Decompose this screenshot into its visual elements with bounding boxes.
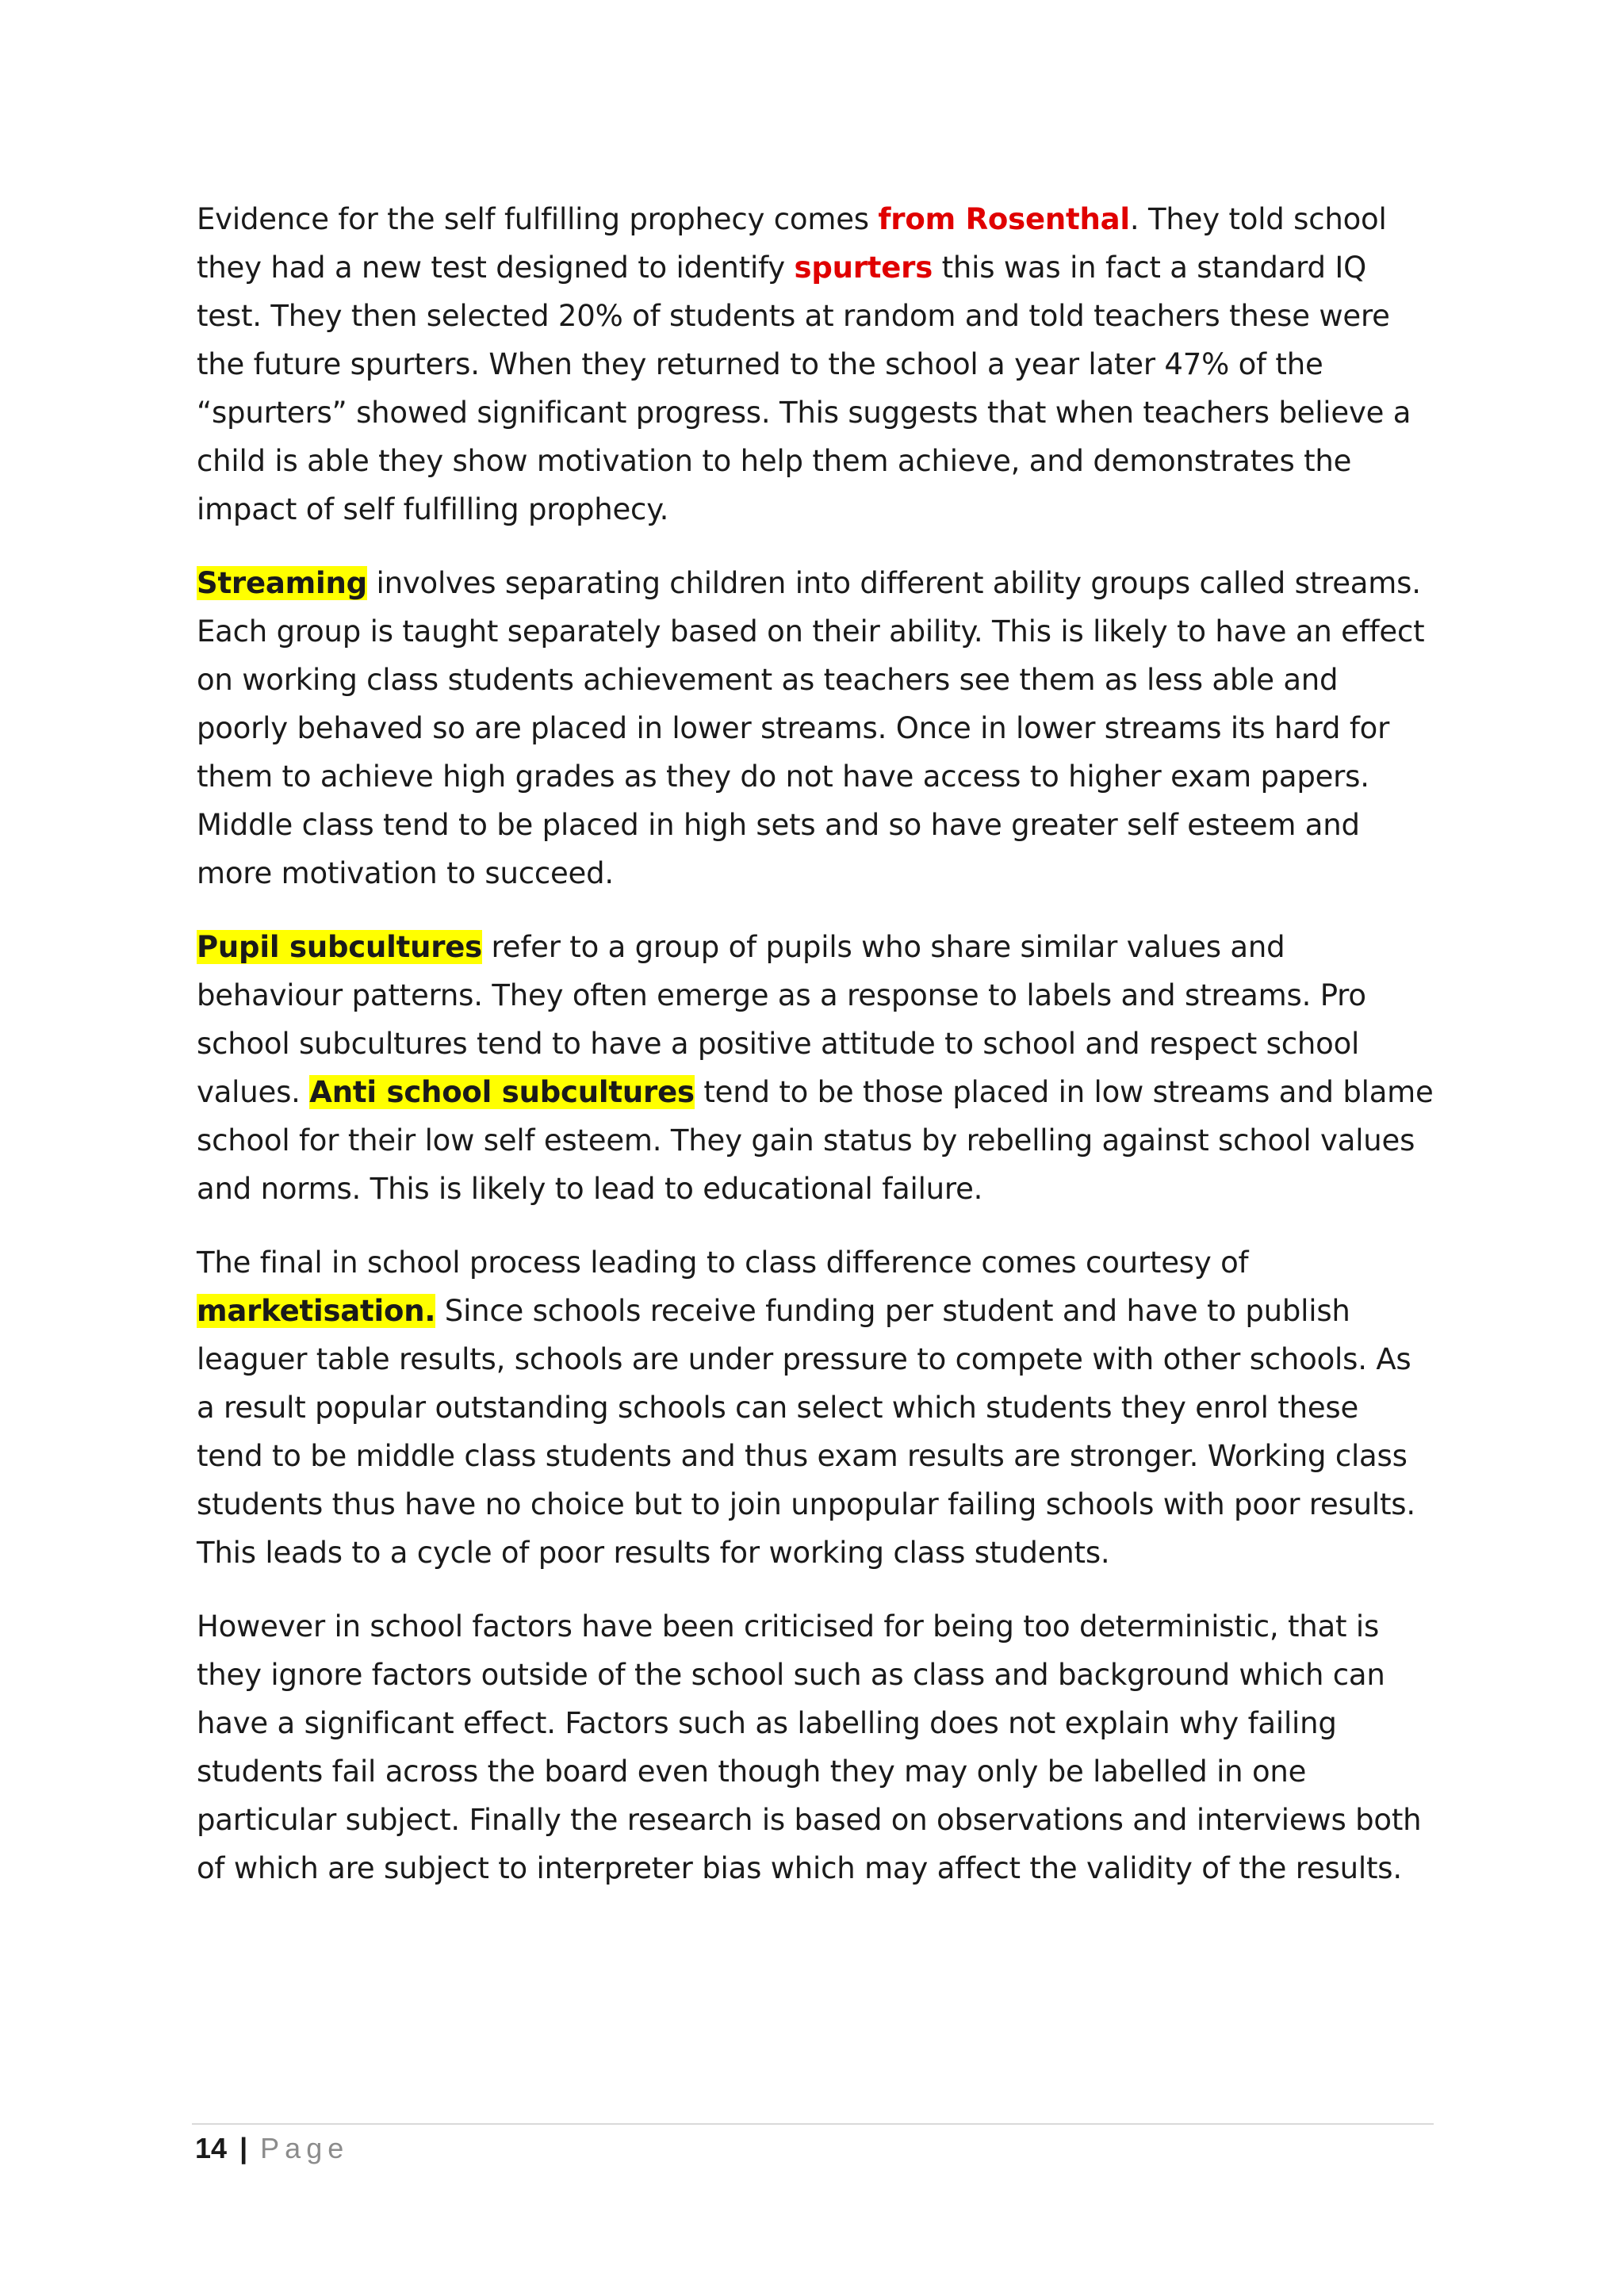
paragraph-streaming [197,559,1434,897]
paragraph-text: involves separating children into different ability groups called streams. Each group is taught separately based on their ability. This is likely to have an effect on working class students achievement as teachers see them as less able and poorly behaved so are placed in lower streams. Once in lower streams its hard for them to achieve high grades as they do not have access to higher exam papers. Middle class tend to be placed in high sets and so have greater self esteem and more motivation to succeed. [197,566,1425,890]
emphasis-rosenthal: from Rosenthal [878,202,1130,236]
highlight-streaming: Streaming [197,566,367,600]
paragraph-text: this was in fact a standard IQ test. They then selected 20% of students at random and told teachers these were the future spurters. When they returned to the school a year later 47% of the “spurters” showed significant progress. This suggests that when teachers believe a child is able they show motivation to help them achieve, and demonstrates the impact of self fulfilling prophecy. [197,251,1411,526]
paragraph-text: The final in school process leading to class difference comes courtesy of [197,1246,1249,1280]
highlight-pupil-subcultures: Pupil subcultures [197,930,482,964]
paragraph-text: Evidence for the self fulfilling prophecy comes [197,202,879,236]
page-footer [195,2131,349,2166]
paragraph-text: tend to be those placed in low streams and blame school for their low self esteem. They gain status by rebelling against school values and norms. This is likely to lead to educational failure. [197,1075,1434,1206]
emphasis-spurters: spurters [794,251,933,285]
paragraph-text: However in school factors have been criticised for being too deterministic, that is they ignore factors outside of the school such as class and background which can have a significant effect. Factors such as labelling does not explain why failing students fail across the board even though they may only be labelled in one particular subject. Finally the research is based on observations and interviews both of which are subject to interpreter bias which may affect the validity of the results. [197,1609,1422,1885]
footer-divider [192,2123,1434,2125]
highlight-anti-school-subcultures: Anti school subcultures [309,1075,695,1109]
highlight-marketisation: marketisation. [197,1294,436,1328]
paragraph-text: . They told school they had a new test designed to identify [197,202,1387,285]
paragraph-marketisation [197,1238,1434,1577]
paragraph-text: refer to a group of pupils who share similar values and behaviour patterns. They often emerge as a response to labels and streams. Pro school subcultures tend to have a positive attitude to school and respect school values. [197,930,1366,1109]
page-number: 14 [195,2132,228,2164]
document-body [197,195,1434,1918]
paragraph-criticism [197,1602,1434,1892]
paragraph-text: Since schools receive funding per student and have to publish leaguer table results, schools are under pressure to compete with other schools. As a result popular outstanding schools can select which students they enrol these tend to be middle class students and thus exam results are stronger. Working class students thus have no choice but to join unpopular failing schools with poor results. This leads to a cycle of poor results for working class students. [197,1294,1415,1570]
paragraph-rosenthal-evidence [197,195,1434,534]
page-label: Page [260,2132,350,2164]
footer-separator: | [239,2132,248,2164]
paragraph-pupil-subcultures [197,923,1434,1213]
